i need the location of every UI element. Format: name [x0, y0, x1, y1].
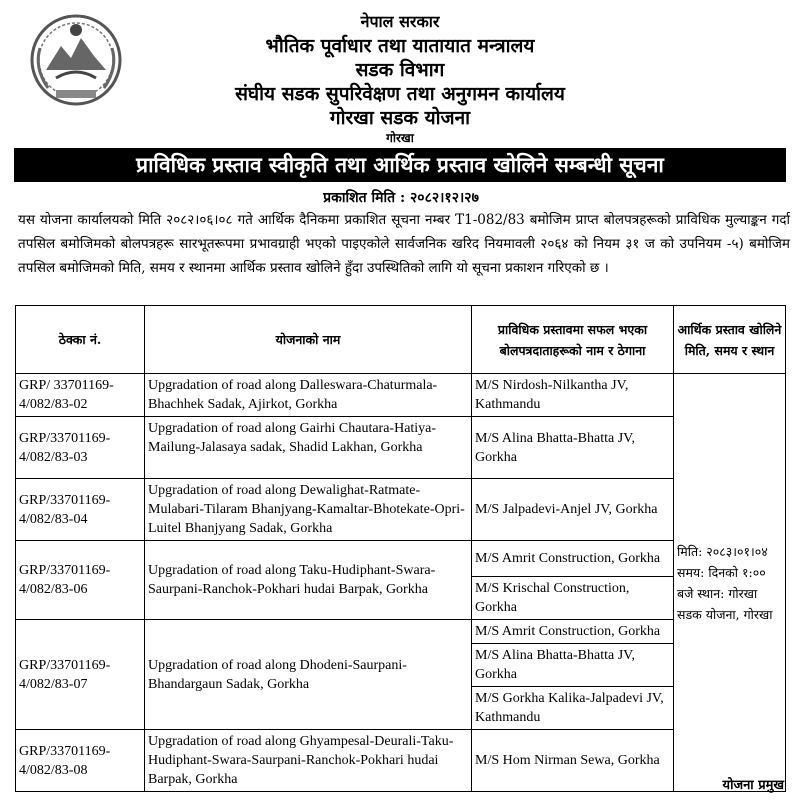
bidder-name: M/S Krischal Construction, Gorkha [472, 577, 674, 620]
nepal-emblem-icon [26, 8, 126, 108]
header-project-name: योजनाको नाम [145, 306, 472, 374]
table-header-row [16, 306, 786, 374]
table-row [16, 374, 786, 417]
bidder-name: M/S Amrit Construction, Gorkha [472, 541, 674, 577]
bidder-name: M/S Gorkha Kalika-Jalpadevi JV, Kathmandu [472, 687, 674, 730]
header-bidders: प्राविधिक प्रस्तावमा सफल भएका बोलपत्रदाताहरूको नाम र ठेगाना [472, 306, 674, 374]
table-row [16, 620, 786, 644]
opening-date-time-place: मिति: २०८३।०१।०४ समय: दिनको १:०० बजे स्थान: गोरखा सडक योजना, गोरखा [674, 374, 786, 792]
table-row [16, 730, 786, 792]
signature-project-chief: योजना प्रमुख [722, 778, 784, 793]
contract-number: GRP/ 33701169-4/082/83-02 [16, 374, 145, 417]
header-line-location: गोरखा [386, 131, 414, 145]
header-line-ministry: भौतिक पूर्वाधार तथा यातायात मन्त्रालय [265, 35, 535, 57]
project-name: Upgradation of road along Taku-Hudiphant-Swara-Saurpani-Ranchok-Pokhari hudai Barpak, Gorkha [145, 541, 472, 620]
table-row [16, 479, 786, 541]
bidders-table [15, 305, 786, 792]
table-row [16, 541, 786, 577]
notice-title: प्राविधिक प्रस्ताव स्वीकृति तथा आर्थिक प्रस्ताव खोलिने सम्बन्धी सूचना [14, 148, 786, 182]
contract-number: GRP/33701169-4/082/83-04 [16, 479, 145, 541]
project-name: Upgradation of road along Dalleswara-Chaturmala-Bhachhek Sadak, Ajirkot, Gorkha [145, 374, 472, 417]
header-line-project: गोरखा सडक योजना [329, 107, 471, 129]
project-name: Upgradation of road along Dhodeni-Saurpani-Bhandargaun Sadak, Gorkha [145, 620, 472, 730]
bidder-name: M/S Jalpadevi-Anjel JV, Gorkha [472, 479, 674, 541]
header-line-department: सडक विभाग [355, 59, 445, 81]
contract-number: GRP/33701169-4/082/83-03 [16, 417, 145, 479]
header-opening: आर्थिक प्रस्ताव खोलिने मिति, समय र स्थान [674, 306, 786, 374]
notice-header [0, 0, 802, 148]
header-line-government: नेपाल सरकार [360, 12, 440, 31]
project-name: Upgradation of road along Dewalighat-Ratmate-Mulabari-Tilaram Bhanjyang-Kamaltar-Bhotekate-Opri-Luitel Bhanjyang Sadak, Gorkha [145, 479, 472, 541]
bidder-name: M/S Alina Bhatta-Bhatta JV, Gorkha [472, 644, 674, 687]
contract-number: GRP/33701169-4/082/83-08 [16, 730, 145, 792]
notice-paragraph: यस योजना कार्यालयको मिति २०८२।०६।०८ गते आर्थिक दैनिकमा प्रकाशित सूचना नम्बर T1-082/83 बमोजिम प्राप्त बोलपत्रहरूको प्राविधिक मुल्याङ्कन गर्दा तपसिल बमोजिमको बोलपत्रहरू सारभूतरूपमा प्रभावग्राही भएको पाइएकोले सार्वजनिक खरिद नियमावली २०६४ को नियम ३१ ज को उपनियम -५) बमोजिम तपसिल बमोजिमको मिति, समय र स्थानमा आर्थिक प्रस्ताव खोलिने हुँदा उपस्थितिको लागि यो सूचना प्रकाशन गरिएको छ । [18, 212, 790, 276]
bidder-name: M/S Amrit Construction, Gorkha [472, 620, 674, 644]
header-contract-no: ठेक्का नं. [16, 306, 145, 374]
project-name: Upgradation of road along Gairhi Chautara-Hatiya-Mailung-Jalasaya sadak, Shadid Lakhan, Gorkha [145, 417, 472, 479]
project-name: Upgradation of road along Ghyampesal-Deurali-Taku-Hudiphant-Swara-Saurpani-Ranchok-Pokhari hudai Barpak, Gorkha [145, 730, 472, 792]
bidder-name: M/S Alina Bhatta-Bhatta JV, Gorkha [472, 417, 674, 479]
bidder-name: M/S Nirdosh-Nilkantha JV, Kathmandu [472, 374, 674, 417]
bidder-name: M/S Hom Nirman Sewa, Gorkha [472, 730, 674, 792]
contract-number: GRP/33701169-4/082/83-07 [16, 620, 145, 730]
table-row [16, 417, 786, 479]
header-line-office: संघीय सडक सुपरिवेक्षण तथा अनुगमन कार्यालय [235, 83, 565, 105]
contract-number: GRP/33701169-4/082/83-06 [16, 541, 145, 620]
published-date: प्रकाशित मिति : २०८२।१२।२७ [323, 190, 479, 206]
